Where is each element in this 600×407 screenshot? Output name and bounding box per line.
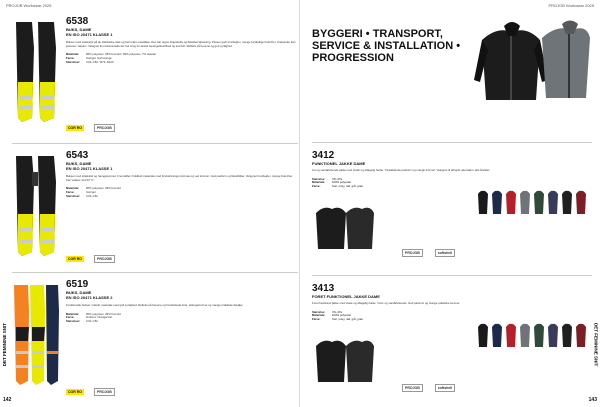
- jacket-hero-image: [472, 20, 592, 110]
- product-title: BUKS, DAME: [66, 27, 92, 32]
- softshell-logo: softshell: [435, 249, 455, 257]
- jacket-color-swatch: [491, 322, 503, 348]
- certification-logos: [402, 384, 455, 392]
- spec-key: Farve:: [312, 317, 321, 322]
- spec-value: C34–C52 / D72–D120: [86, 59, 114, 64]
- trousers-image-6543: [12, 152, 60, 262]
- jacket-color-swatch: [575, 322, 587, 348]
- product-standard: EN ISO 20471 KLASSE 1: [66, 32, 113, 37]
- spec-key: Materiale:: [66, 186, 80, 191]
- product-6538: [12, 10, 298, 136]
- product-standard: EN ISO 20471 KLASSE 1: [66, 166, 113, 171]
- spec-key: Materiale:: [66, 52, 80, 57]
- spec-value: Sort/gul: [86, 189, 96, 194]
- spec-value: 100% polyester: [332, 180, 352, 185]
- right-page-number: 143: [588, 397, 597, 403]
- product-specs: [66, 187, 298, 198]
- product-specs: [66, 53, 298, 64]
- spec-value: C34–C52: [86, 319, 98, 324]
- right-side-tab: [592, 300, 600, 390]
- projob-logo: PROJOB: [402, 249, 423, 257]
- left-side-tab: [0, 300, 8, 390]
- color-variants: [477, 189, 592, 245]
- spec-value: XS–3XL: [332, 309, 343, 314]
- color-variants: [477, 322, 592, 378]
- spec-value: 65% polyester, 35% bomuld: [86, 311, 121, 316]
- projob-logo: PROJOB: [94, 124, 115, 132]
- product-number: 6519: [66, 279, 89, 290]
- spec-value: C34–C52: [86, 193, 98, 198]
- jacket-color-swatch: [561, 322, 573, 348]
- jacket-color-swatch: [477, 322, 489, 348]
- product-specs: [312, 178, 462, 189]
- category-headline: BYGGERI • TRANSPORT, SERVICE & INSTALLATION • PROGRESSION: [312, 28, 461, 64]
- jacket-color-swatch: [519, 322, 531, 348]
- product-number: 3412: [312, 150, 335, 161]
- product-description: Funktionelle bukser i stærkt materiale med god synlighed. Refleks på benene og forstærkede knæ. Hængelommer og mange praktiske detaljer.: [66, 303, 244, 307]
- product-title: FUNKTIONEL JAKKE DAME: [312, 161, 366, 166]
- spec-key: Farve:: [66, 315, 75, 320]
- projob-logo: PROJOB: [94, 388, 115, 396]
- side-tab-label: DET FEMININE SNIT: [593, 323, 599, 367]
- spec-value: Sort/gul, Sort/orange: [86, 55, 112, 60]
- product-description: Bukser med strækstof og hængelommer. Fremstillet i holdbart materiale med forstærkninger på knæ og ved lommer. God pasform og fleksibilitet. Velegnet til arbejde i mange brancher. Kan vaskes ved 60 °C.: [66, 174, 293, 182]
- product-number: 6538: [66, 16, 89, 27]
- jacket-detail-image: [312, 203, 377, 253]
- jacket-color-swatch: [505, 322, 517, 348]
- projob-logo: PROJOB: [402, 384, 423, 392]
- jacket-detail-image: [312, 336, 377, 386]
- jacket-color-swatch: [505, 189, 517, 215]
- jacket-color-swatch: [533, 322, 545, 348]
- product-description: Bukser med strækstof på de slidstærke dele og helt uden metaldele. Den har tegne-/linjeskuffe og fleksibel tilpasning. Passer godt til arbejde i mange forskellige brancher. Knæpuder kan justeres i højden. Velegnet til professionelle der har brug for ekstra bevægelsesfrihed og komfort. Refleks på benene og god synlighed.: [66, 40, 296, 48]
- certification-logos: [402, 249, 455, 257]
- left-running-header: PROJOB Workwear 2025: [6, 3, 52, 8]
- side-tab-label: DET FEMININE SNIT: [1, 323, 7, 367]
- right-running-header: PROJOB Workwear 2025: [548, 3, 594, 8]
- projob-logo: PROJOB: [94, 255, 115, 263]
- product-6519: [12, 272, 298, 400]
- certification-logos: [66, 124, 115, 132]
- spec-value: 100% polyester: [332, 313, 352, 318]
- spec-value: 65% polyester, 35% bomuld / 93% polyester, 7% elastan: [86, 52, 156, 57]
- jacket-color-swatch: [547, 322, 559, 348]
- spec-key: Farve:: [312, 184, 321, 189]
- product-number: 3413: [312, 283, 335, 294]
- spec-key: Størrelser:: [66, 193, 81, 198]
- product-3413: [312, 275, 592, 403]
- spec-key: Størrelser:: [66, 319, 81, 324]
- certification-logos: [66, 388, 115, 396]
- spec-key: Størrelse:: [312, 309, 326, 314]
- product-description: Let og vandafvisende jakke med stræk og aftagelig hætte. Tætsiddende pasform og mange lommer. Velegnet til arbejde udendørs i alle årstider.: [312, 168, 491, 172]
- spec-key: Farve:: [66, 189, 75, 194]
- spec-key: Størrelse:: [312, 176, 326, 181]
- jacket-color-swatch: [533, 189, 545, 215]
- spec-key: Farve:: [66, 55, 75, 60]
- trousers-image-6519: [12, 281, 60, 391]
- trousers-image-6538: [12, 18, 60, 128]
- jacket-color-swatch: [561, 189, 573, 215]
- right-page: [300, 0, 600, 407]
- spec-key: Materiale:: [312, 313, 326, 318]
- product-standard: EN ISO 20471 KLASSE 2: [66, 295, 113, 300]
- spec-value: 65% polyester, 35% bomuld: [86, 186, 121, 191]
- product-description: Foret funktionel jakke med stræk og aftagelig hætte. Vind- og vandafvisende. God pasform og mange praktiske lommer.: [312, 301, 461, 305]
- product-6543: [12, 143, 298, 267]
- jacket-color-swatch: [575, 189, 587, 215]
- spec-value: Sort, navy, rød, grå, grøn: [332, 317, 364, 322]
- softshell-logo: softshell: [435, 384, 455, 392]
- left-page-number: 142: [3, 397, 12, 403]
- product-3412: [312, 142, 592, 270]
- product-specs: [66, 313, 298, 324]
- product-specs: [312, 311, 462, 322]
- product-title: FORET FUNKTIONEL JAKKE DAME: [312, 294, 380, 299]
- jacket-color-swatch: [491, 189, 503, 215]
- jacket-color-swatch: [477, 189, 489, 215]
- spec-value: Gul/sort, Orange/sort: [86, 315, 113, 320]
- spec-key: Materiale:: [66, 311, 80, 316]
- product-title: BUKS, DAME: [66, 290, 92, 295]
- certification-logos: [66, 255, 115, 263]
- cordura-logo: COR RO: [68, 390, 82, 394]
- spec-value: Sort, navy, rød, grå, grøn: [332, 184, 364, 189]
- product-number: 6543: [66, 150, 89, 161]
- cordura-logo: COR RO: [68, 126, 82, 130]
- jacket-color-swatch: [547, 189, 559, 215]
- spec-key: Størrelser:: [66, 59, 81, 64]
- jacket-color-swatch: [519, 189, 531, 215]
- spec-key: Materiale:: [312, 180, 326, 185]
- product-title: BUKS, DAME: [66, 161, 92, 166]
- spec-value: XS–3XL: [332, 176, 343, 181]
- cordura-logo: COR RO: [68, 257, 82, 261]
